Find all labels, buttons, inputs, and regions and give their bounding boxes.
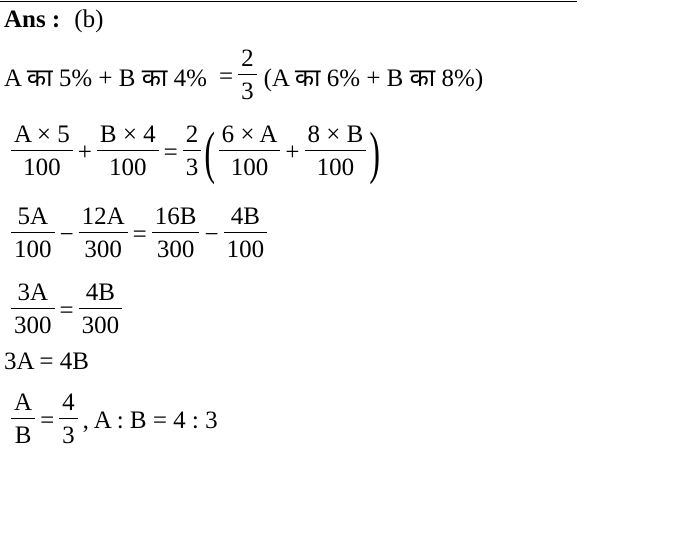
fraction-numerator: A × 5 — [14, 121, 70, 148]
fraction-denominator: 300 — [156, 236, 195, 263]
line2-plus-1: + — [77, 138, 92, 166]
line6-ratio: , A : B = 4 : 3 — [82, 406, 218, 434]
equation-line-6 — [8, 388, 218, 453]
fraction-denominator: 100 — [14, 236, 52, 263]
fraction-denominator: 3 — [62, 422, 75, 449]
line2-fraction-1 — [11, 120, 73, 185]
fraction-numerator: 4B — [230, 203, 260, 230]
fraction-denominator: 100 — [230, 154, 269, 181]
fraction-denominator: 3 — [185, 154, 199, 181]
fraction-numerator: 4 — [62, 389, 75, 416]
left-parenthesis: ( — [204, 119, 216, 185]
equation-line-3 — [8, 202, 270, 267]
fraction-denominator: 100 — [109, 154, 147, 181]
equation-line-4 — [8, 278, 125, 343]
fraction-numerator: 8 × B — [307, 121, 364, 148]
answer-option: (b) — [74, 6, 104, 33]
fraction-numerator: 6 × A — [221, 121, 278, 148]
right-parenthesis: ) — [369, 119, 381, 185]
fraction-numerator: 12A — [81, 203, 125, 230]
fraction-numerator: 5A — [17, 203, 49, 230]
fraction-denominator: 300 — [84, 236, 122, 263]
line1-rhs: (A का 6% + B का 8%) — [263, 64, 484, 92]
line3-fraction-4 — [224, 202, 268, 267]
line2-fraction-5 — [305, 120, 367, 185]
answer-label: Ans : — [4, 6, 61, 33]
fraction-denominator: 100 — [226, 236, 265, 263]
line1-equals: = — [218, 62, 234, 90]
fraction-numerator: B × 4 — [99, 121, 156, 148]
line3-equals: = — [132, 220, 147, 248]
fraction-numerator: 2 — [185, 121, 199, 148]
line6-equals: = — [40, 406, 55, 434]
fraction-denominator: 100 — [23, 154, 61, 181]
line3-minus-1: − — [59, 220, 74, 248]
fraction-numerator: A — [14, 389, 33, 416]
fraction-denominator: 3 — [241, 78, 254, 105]
fraction-denominator: B — [14, 422, 32, 449]
line3-fraction-1 — [11, 202, 55, 267]
line2-fraction-3 — [183, 120, 202, 185]
answer-header — [4, 6, 103, 34]
line3-fraction-2 — [79, 202, 128, 267]
line2-equals: = — [163, 138, 178, 166]
line6-fraction-2 — [59, 388, 78, 453]
line4-fraction-2 — [79, 278, 123, 343]
equation-line-2 — [8, 120, 381, 185]
line6-fraction-1 — [11, 388, 35, 453]
line2-plus-2: + — [285, 138, 300, 166]
equation-line-5: 3A = 4B — [4, 348, 89, 375]
line2-fraction-2 — [97, 120, 159, 185]
line2-fraction-4 — [219, 120, 281, 185]
line1-fraction — [238, 44, 257, 109]
fraction-denominator: 300 — [81, 312, 120, 339]
fraction-numerator: 16B — [154, 203, 197, 230]
line3-fraction-3 — [152, 202, 200, 267]
line4-fraction-1 — [11, 278, 55, 343]
top-rule — [0, 1, 577, 2]
fraction-denominator: 100 — [316, 154, 355, 181]
fraction-numerator: 3A — [17, 279, 49, 306]
line1-lhs: A का 5% + B का 4% — [4, 64, 207, 92]
fraction-numerator: 4B — [85, 279, 115, 306]
line4-equals: = — [59, 296, 74, 324]
fraction-denominator: 300 — [14, 312, 52, 339]
fraction-numerator: 2 — [241, 45, 254, 72]
line3-minus-2: − — [204, 220, 219, 248]
equation-line-1 — [4, 44, 483, 109]
